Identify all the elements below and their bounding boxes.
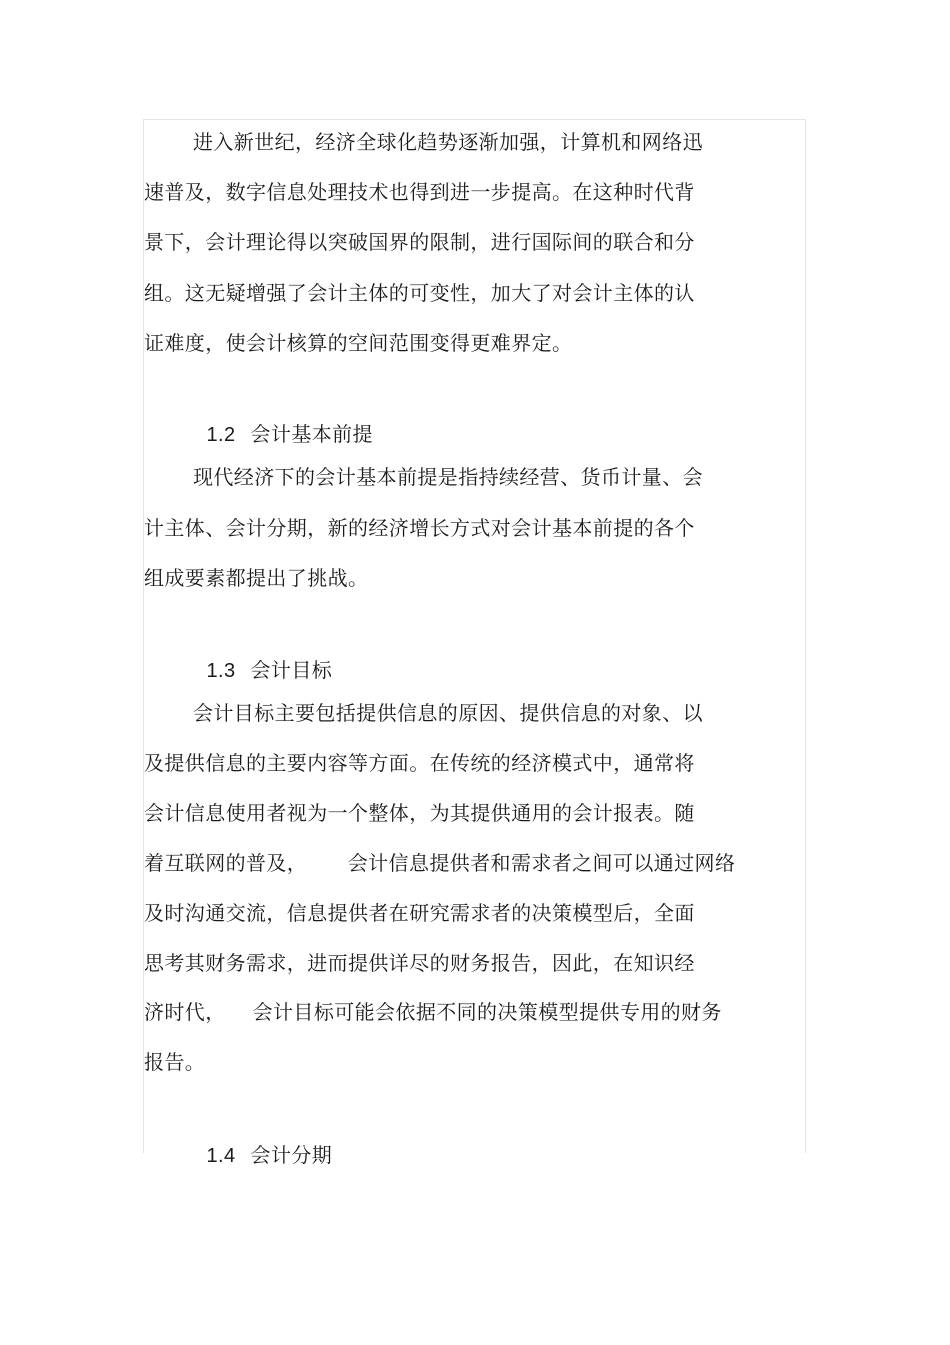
paragraph-line: 及提供信息的主要内容等方面。在传统的经济模式中，通常将 <box>144 751 695 775</box>
paragraph-line: 着互联网的普及， 会计信息提供者和需求者之间可以通过网络 <box>144 851 736 875</box>
paragraph-line: 计主体、会计分期，新的经济增长方式对会计基本前提的各个 <box>144 516 695 540</box>
section-title: 会计目标 <box>250 658 333 682</box>
paragraph-line: 组。这无疑增强了会计主体的可变性，加大了对会计主体的认 <box>144 281 695 305</box>
paragraph-line: 会计目标主要包括提供信息的原因、提供信息的对象、以 <box>193 701 703 725</box>
section-heading <box>193 398 373 447</box>
section-title: 会计分期 <box>250 1143 333 1167</box>
section-title: 会计基本前提 <box>250 422 373 446</box>
paragraph-line: 景下，会计理论得以突破国界的限制，进行国际间的联合和分 <box>144 230 695 254</box>
paragraph-line: 报告。 <box>144 1050 206 1074</box>
paragraph-line: 会计信息使用者视为一个整体，为其提供通用的会计报表。随 <box>144 801 695 825</box>
section-number: 1.4 <box>206 1145 236 1167</box>
paragraph-line: 现代经济下的会计基本前提是指持续经营、货币计量、会 <box>193 465 703 489</box>
section-heading <box>193 634 332 683</box>
paragraph-line: 组成要素都提出了挑战。 <box>144 566 369 590</box>
section-heading <box>193 1119 332 1168</box>
paragraph-line: 速普及，数字信息处理技术也得到进一步提高。在这种时代背 <box>144 180 695 204</box>
paragraph-line: 进入新世纪，经济全球化趋势逐渐加强，计算机和网络迅 <box>193 130 703 154</box>
paragraph-line: 证难度，使会计核算的空间范围变得更难界定。 <box>144 331 573 355</box>
paragraph-line: 及时沟通交流，信息提供者在研究需求者的决策模型后，全面 <box>144 901 695 925</box>
section-number: 1.2 <box>206 424 236 446</box>
section-number: 1.3 <box>206 660 236 682</box>
paragraph-line: 思考其财务需求，进而提供详尽的财务报告，因此，在知识经 <box>144 951 695 975</box>
paragraph-line: 济时代， 会计目标可能会依据不同的决策模型提供专用的财务 <box>144 1000 722 1024</box>
